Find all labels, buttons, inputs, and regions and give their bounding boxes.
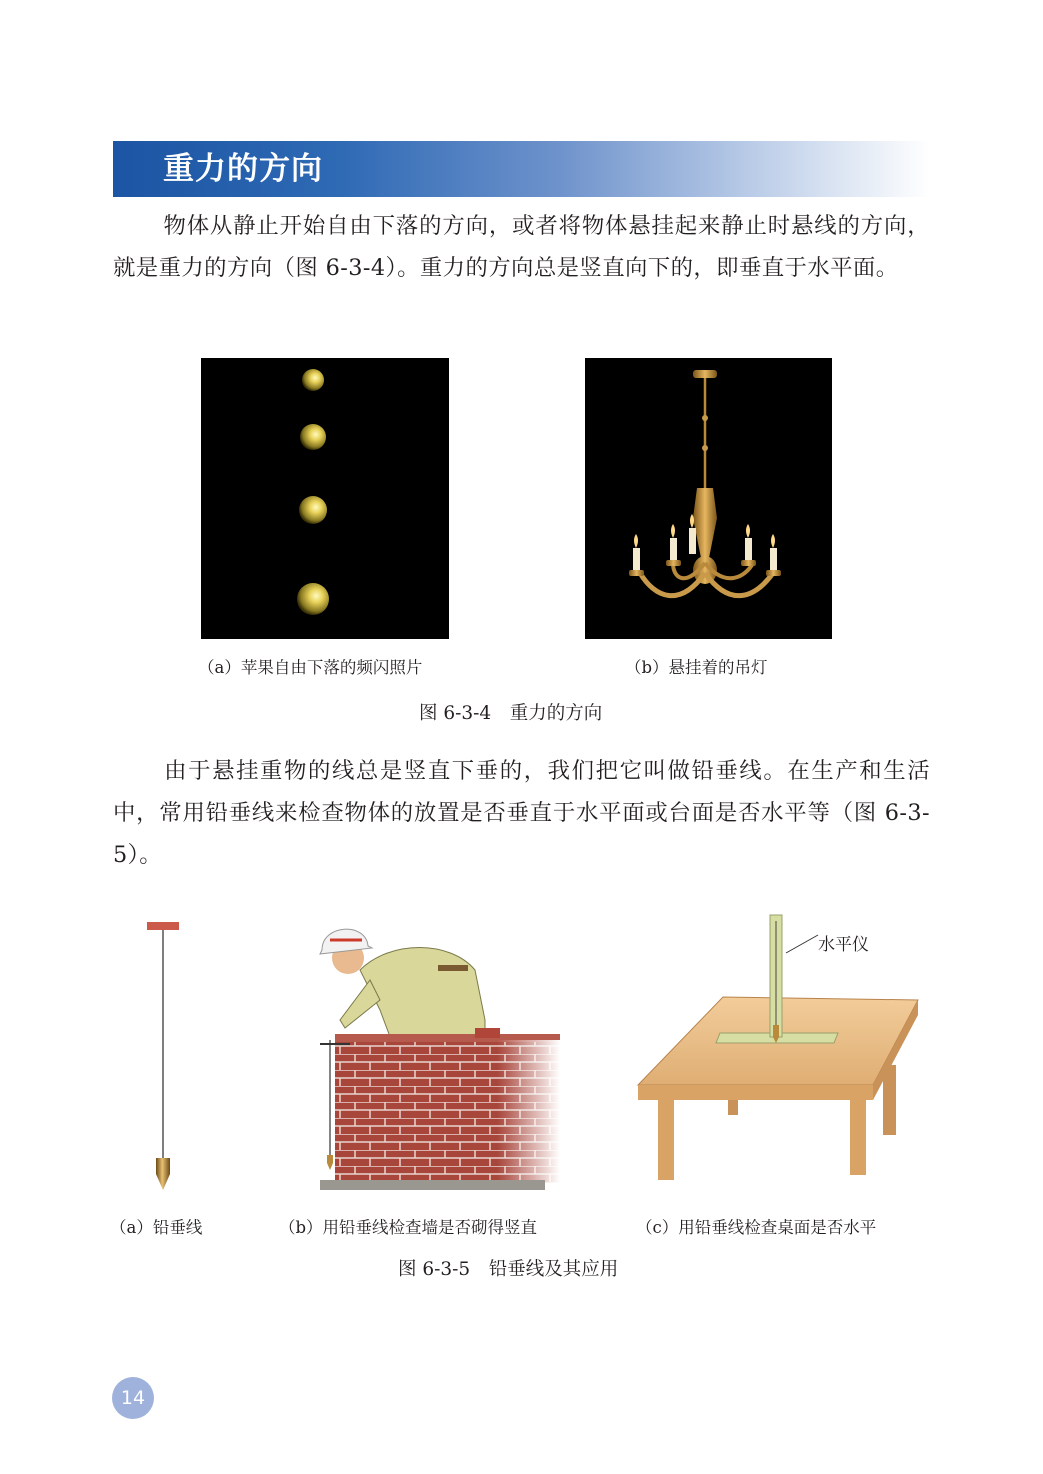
apple-frame-3 [299,496,327,524]
caption-plumb-line: （a）铅垂线 [110,1218,203,1237]
paragraph-2-text: 由于悬挂重物的线总是竖直下垂的，我们把它叫做铅垂线。在生产和生活中，常用铅垂线来检查物体的放置是否垂直于水平面或台面是否水平等（图 6-3-5）。 [113,758,930,868]
paragraph-1-text: 物体从静止开始自由下落的方向，或者将物体悬挂起来静止时悬线的方向，就是重力的方向（图 6-3-4）。重力的方向总是竖直向下的，即垂直于水平面。 [113,213,930,281]
worker-brick-wall-illustration [310,910,560,1193]
apple-frame-2 [300,424,326,450]
caption-brick-wall: （b）用铅垂线检查墙是否砌得竖直 [279,1218,538,1237]
caption-chandelier: （b）悬挂着的吊灯 [625,658,768,677]
falling-apple-photo [201,358,449,639]
apple-frame-1 [302,369,324,391]
table-level-illustration [628,905,928,1195]
figure-6-3-4-title: 图 6-3-4 重力的方向 [419,703,603,724]
page-number-badge: 14 [112,1377,154,1419]
level-instrument-label: 水平仪 [818,935,869,955]
section-title: 重力的方向 [163,151,323,187]
figure-6-3-5-title: 图 6-3-5 铅垂线及其应用 [398,1259,619,1280]
plumb-line-illustration [140,918,190,1193]
chandelier-photo [585,358,832,639]
caption-falling-apple: （a）苹果自由下落的频闪照片 [198,658,423,677]
apple-frame-4 [297,583,329,615]
caption-table-level: （c）用铅垂线检查桌面是否水平 [636,1218,877,1237]
paragraph-gravity-direction [113,205,930,289]
paragraph-plumb-line [113,750,930,876]
